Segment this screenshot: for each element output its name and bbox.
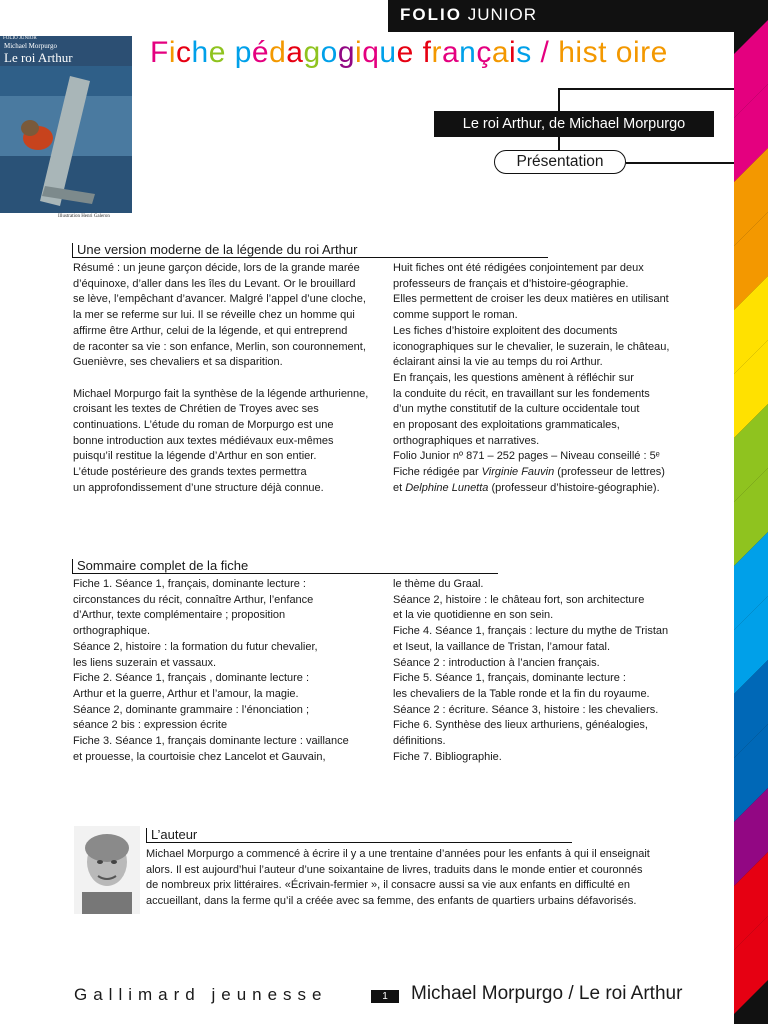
collection-name: JUNIOR <box>467 5 537 24</box>
text-line: Folio Junior nº 871 – 252 pages – Niveau conseillé : 5ᵉ <box>393 450 660 463</box>
text-line: Les fiches d’histoire exploitent des documents <box>393 324 618 337</box>
connector-line <box>558 137 560 150</box>
text-line: les chevaliers de la Table ronde et la fin du royaume. <box>393 687 650 700</box>
connector-line <box>626 162 734 164</box>
text-line: Fiche 3. Séance 1, français dominante lecture : vaillance <box>73 735 349 748</box>
credit-name: Virginie Fauvin <box>481 466 555 479</box>
text-line: Séance 2 : écriture. Séance 3, histoire : les chevaliers. <box>393 703 659 716</box>
text-line: accueillant, dans la ferme qu’il a créée avec sa femme, des enfants de quartiers urbains défavorisés. <box>146 895 637 908</box>
title-letter: e <box>396 36 423 69</box>
text-line: de raconter sa vie : son enfance, Merlin, son couronnement, <box>73 340 366 353</box>
title-letter: g <box>337 36 356 69</box>
title-letter: i <box>168 36 176 69</box>
title-letter: a <box>441 36 460 69</box>
credit-prefix: Fiche rédigée par <box>393 466 482 479</box>
title-letter: t <box>598 36 607 69</box>
section1-left-column <box>73 261 368 497</box>
text-line: et prouesse, la courtoisie chez Lancelot et Gauvain, <box>73 750 326 763</box>
title-letter: F <box>150 36 169 69</box>
credit-line <box>393 481 669 497</box>
text-line: la mer se referme sur lui. Il se réveille chez un homme qui <box>73 309 355 322</box>
text-line: Guenièvre, ses chevaliers et sa disparition. <box>73 356 283 369</box>
title-letter: a <box>286 36 304 69</box>
text-line: un approfondissement d’une structure déjà connue. <box>73 481 324 494</box>
text-line: puisqu’il restitue la légende d’Arthur en son entier. <box>73 450 317 463</box>
text-line: croisant les textes de Chrétien de Troyes avec ses <box>73 403 319 416</box>
title-letter: r <box>640 36 651 69</box>
title-letter: / <box>531 36 559 69</box>
book-cover-image <box>0 36 132 213</box>
author-photo <box>74 826 140 914</box>
title-letter: i <box>509 36 517 69</box>
title-letter: i <box>355 36 363 69</box>
text-line: les liens suzerain et vassaux. <box>73 656 217 669</box>
title-letter: a <box>491 36 510 69</box>
text-line: Arthur et la guerre, Arthur et l’amour, la magie. <box>73 687 299 700</box>
title-letter: s <box>582 36 599 69</box>
text-line: orthographique. <box>73 625 151 638</box>
title-letter: f <box>422 36 432 69</box>
text-line: Résumé : un jeune garçon décide, lors de la grande marée <box>73 262 360 274</box>
text-line: la conduite du récit, en travaillant sur les fondements <box>393 387 650 400</box>
text-line: éclairant ainsi la vie au temps du roi Arthur. <box>393 356 603 369</box>
text-line: affirme être Arthur, celui de la légende, et qui entreprend <box>73 324 348 337</box>
author-bio <box>146 847 650 910</box>
title-letter: s <box>516 36 532 69</box>
text-line: de nombreux prix littéraires. «Écrivain-fermier », il consacre aussi sa vie aux enfants en difficulté en <box>146 879 631 892</box>
title-letter: i <box>632 36 641 69</box>
color-stripes <box>734 0 768 1024</box>
cover-author: Michael Morpurgo <box>4 42 57 50</box>
title-letter: q <box>362 36 380 69</box>
title-letter: c <box>176 36 192 69</box>
collection-label <box>400 5 537 25</box>
title-letter: ç <box>476 36 492 69</box>
credit-name: Delphine Lunetta <box>405 481 489 494</box>
text-line: professeurs de français et d’histoire-géographie. <box>393 277 629 290</box>
text-line: Fiche 4. Séance 1, français : lecture du mythe de Tristan <box>393 625 669 638</box>
text-line: L’étude postérieure des grands textes permettra <box>73 466 307 479</box>
text-line: Séance 2, histoire : le château fort, son architecture <box>393 593 645 606</box>
credit-prefix: et <box>393 481 406 494</box>
text-line: Elles permettent de croiser les deux matières en utilisant <box>393 293 669 306</box>
text-line: iconographiques sur le chevalier, le suzerain, le château, <box>393 340 670 353</box>
text-line: bonne introduction aux textes médiévaux eux-mêmes <box>73 434 334 447</box>
cover-title: Le roi Arthur <box>4 50 73 65</box>
brand-label: FOLIO <box>400 5 462 24</box>
text-line: d’un mythe constitutif de la culture occidentale tout <box>393 403 640 416</box>
text-line: et Iseut, la vaillance de Tristan, l’amour fatal. <box>393 640 611 653</box>
text-line: Fiche 2. Séance 1, français , dominante lecture : <box>73 672 310 685</box>
section-heading: Une version moderne de la légende du roi Arthur <box>72 243 548 258</box>
text-line: le thème du Graal. <box>393 578 484 590</box>
section1-right-column <box>393 261 669 497</box>
title-letter: r <box>431 36 442 69</box>
text-line: séance 2 bis : expression écrite <box>73 719 228 732</box>
text-line: Fiche 1. Séance 1, français, dominante lecture : <box>73 578 306 590</box>
text-line <box>73 371 368 387</box>
text-line: se lève, l’empêchant d’avancer. Malgré l’appel d’une cloche, <box>73 293 366 306</box>
text-line: Fiche 6. Synthèse des lieux arthuriens, généalogies, <box>393 719 648 732</box>
text-line: Séance 2 : introduction à l’ancien français. <box>393 656 600 669</box>
title-letter: p <box>234 36 252 69</box>
credit-suffix: (professeur de lettres) <box>554 466 665 479</box>
section-heading: Sommaire complet de la fiche <box>72 559 498 574</box>
text-line: circonstances du récit, connaître Arthur, l’enfance <box>73 593 314 606</box>
footer-book-title: Michael Morpurgo / Le roi Arthur <box>411 983 683 1004</box>
publisher-name: Gallimard jeunesse <box>74 985 328 1004</box>
page-title <box>150 36 668 70</box>
cover-caption: Illustration Henri Galeron <box>58 214 110 219</box>
section2-right-column <box>393 577 668 765</box>
credit-line <box>393 465 669 481</box>
text-line: orthographiques et narratives. <box>393 434 540 447</box>
title-letter: i <box>575 36 583 69</box>
page-number: 1 <box>371 990 399 1003</box>
cover-series-label: FOLIO JUNIOR <box>3 36 37 41</box>
title-letter: h <box>558 36 576 69</box>
text-line: d’Arthur, texte complémentaire ; proposition <box>73 609 286 622</box>
text-line: En français, les questions amènent à réfléchir sur <box>393 371 634 384</box>
text-line: Séance 2, dominante grammaire : l’énonciation ; <box>73 703 310 716</box>
title-letter: é <box>251 36 270 69</box>
text-line: Fiche 5. Séance 1, français, dominante lecture : <box>393 672 626 685</box>
book-label: Le roi Arthur, de Michael Morpurgo <box>434 111 714 137</box>
title-letter: n <box>459 36 477 69</box>
title-letter: d <box>269 36 287 69</box>
section-heading: L’auteur <box>146 828 572 843</box>
title-letter: e <box>650 36 668 69</box>
text-line: comme support le roman. <box>393 309 518 322</box>
title-letter: o <box>320 36 338 69</box>
title-letter: e <box>208 36 235 69</box>
section2-left-column <box>73 577 349 765</box>
text-line: Séance 2, histoire : la formation du futur chevalier, <box>73 640 318 653</box>
presentation-label: Présentation <box>494 150 626 174</box>
text-line: Huit fiches ont été rédigées conjointement par deux <box>393 262 644 274</box>
text-line: Michael Morpurgo a commencé à écrire il y a une trentaine d’années pour les enfants à qui il enseignait <box>146 848 650 860</box>
title-letter: g <box>303 36 321 69</box>
text-line: continuations. L’étude du roman de Morpurgo est une <box>73 419 334 432</box>
title-letter: o <box>606 36 633 69</box>
text-line: en proposant des exploitations grammaticales, <box>393 419 620 432</box>
text-line: et la vie quotidienne en son sein. <box>393 609 554 622</box>
text-line: alors. Il est aujourd’hui l’auteur d’une soixantaine de livres, traduits dans le monde entier et couronnés <box>146 863 643 876</box>
credit-suffix: (professeur d’histoire-géographie). <box>488 481 660 494</box>
text-line: d’équinoxe, d’aller dans les îles du Levant. Or le brouillard <box>73 277 356 290</box>
text-line: Michael Morpurgo fait la synthèse de la légende arthurienne, <box>73 387 369 400</box>
title-letter: h <box>191 36 209 69</box>
title-letter: u <box>379 36 397 69</box>
text-line: Fiche 7. Bibliographie. <box>393 750 502 763</box>
text-line: définitions. <box>393 735 446 748</box>
connector-line <box>558 88 734 90</box>
connector-line <box>558 88 560 111</box>
